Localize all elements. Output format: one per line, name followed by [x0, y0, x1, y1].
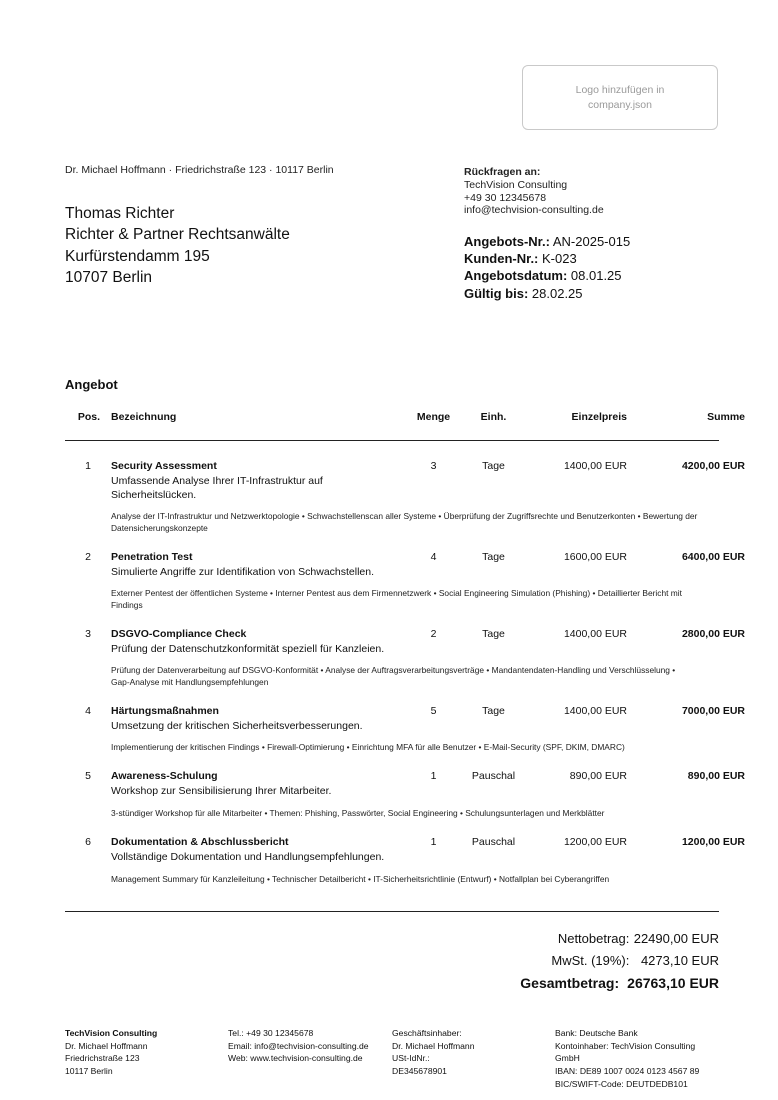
header-qty: Menge	[416, 411, 451, 423]
item-total: 6400,00 EUR	[681, 551, 745, 563]
footer-owner: Dr. Michael Hoffmann	[65, 1040, 148, 1051]
gross-amount: 26763,10 EUR	[627, 975, 719, 991]
header-sum: Summe	[707, 411, 745, 423]
item-description: Umfassende Analyse Ihrer IT-Infrastruktur auf Sicherheitslücken.	[111, 475, 323, 501]
item-unit-price: 890,00 EUR	[569, 770, 627, 782]
offer-number-row	[464, 233, 630, 250]
valid-until-row	[464, 285, 630, 302]
footer-contact	[228, 1027, 388, 1065]
recipient-street: Kurfürstendamm 195	[65, 247, 210, 265]
contact-phone: +49 30 12345678	[464, 191, 547, 204]
contact-block	[464, 166, 604, 217]
footer-city: 10117 Berlin	[65, 1066, 113, 1077]
item-pos: 2	[85, 551, 91, 563]
item-total: 4200,00 EUR	[681, 460, 745, 472]
item-pos: 5	[85, 770, 91, 782]
offer-date-row	[464, 267, 630, 284]
item-quantity: 1	[430, 770, 437, 782]
footer-bank-name: Bank: Deutsche Bank	[555, 1028, 638, 1038]
vat-amount: 4273,10 EUR	[640, 953, 719, 968]
footer-account-holder: Kontoinhaber: TechVision Consulting GmbH	[555, 1040, 696, 1064]
item-details: Externer Pentest der öffentlichen Systeme • Interner Pentest aus dem Firmennetzwerk • Social Engineering Simulation (Phishing) • Detaillierter Bericht mit Findings	[111, 588, 682, 610]
item-name: Härtungsmaßnahmen	[111, 705, 219, 717]
footer-iban: IBAN: DE89 1007 0024 0123 4567 89	[555, 1066, 700, 1077]
offer-date: 08.01.25	[570, 268, 622, 284]
document-title: Angebot	[65, 377, 118, 392]
item-name: Awareness-Schulung	[111, 770, 218, 782]
table-footer-divider	[65, 911, 719, 912]
footer-vat-id: DE345678901	[392, 1066, 447, 1077]
gross-amount-label: Gesamtbetrag:	[520, 975, 620, 991]
footer-bic: BIC/SWIFT-Code: DEUTDEDB101	[555, 1078, 688, 1089]
customer-number-label: Kunden-Nr.:	[464, 251, 539, 267]
footer-web: Web: www.techvision-consulting.de	[228, 1053, 363, 1064]
recipient-city: 10707 Berlin	[65, 268, 153, 286]
logo-placeholder-text: Logo hinzufügen in company.json	[575, 83, 665, 111]
header-unit: Einh.	[480, 411, 507, 423]
contact-heading: Rückfragen an:	[464, 166, 541, 178]
item-pos: 3	[85, 628, 91, 640]
item-total: 7000,00 EUR	[681, 705, 745, 717]
item-unit: Tage	[482, 551, 505, 563]
item-description: Workshop zur Sensibilisierung Ihrer Mitarbeiter.	[111, 785, 332, 797]
item-unit: Pauschal	[471, 836, 516, 848]
item-name: DSGVO-Compliance Check	[111, 628, 247, 640]
item-quantity: 2	[430, 628, 437, 640]
item-total: 1200,00 EUR	[681, 836, 745, 848]
contact-company: TechVision Consulting	[464, 178, 568, 191]
footer-bank	[555, 1027, 718, 1091]
item-unit: Tage	[482, 628, 505, 640]
item-pos: 6	[85, 836, 91, 848]
offer-meta	[464, 233, 630, 302]
footer-phone: Tel.: +49 30 12345678	[228, 1028, 314, 1038]
contact-email: info@techvision-consulting.de	[464, 204, 604, 217]
customer-number-row	[464, 250, 630, 267]
item-name: Security Assessment	[111, 460, 217, 472]
item-name: Dokumentation & Abschlussbericht	[111, 836, 289, 848]
footer-legal	[392, 1027, 542, 1078]
header-name: Bezeichnung	[111, 411, 177, 423]
item-unit-price: 1400,00 EUR	[563, 705, 627, 717]
recipient-company: Richter & Partner Rechtsanwälte	[65, 226, 290, 244]
item-description: Simulierte Angriffe zur Identifikation von Schwachstellen.	[111, 566, 375, 578]
item-details: Analyse der IT-Infrastruktur und Netzwerktopologie • Schwachstellenscan aller Systeme • Überprüfung der Zugriffsrechte und Benutzerkonten • Bewertung der Datensicherungskonzepte	[111, 511, 698, 533]
item-unit: Tage	[482, 705, 505, 717]
item-unit-price: 1200,00 EUR	[563, 836, 627, 848]
item-unit-price: 1400,00 EUR	[563, 628, 627, 640]
vat-row	[551, 953, 719, 968]
item-details: Implementierung der kritischen Findings • Firewall-Optimierung • Einrichtung MFA für alle Benutzer • E-Mail-Security (SPF, DKIM, DMARC)	[111, 742, 625, 752]
item-details: Prüfung der Datenverarbeitung auf DSGVO-Konformität • Analyse der Auftragsverarbeitungsverträge • Mandantendaten-Handling und Verschlüsselung • Gap-Analyse mit Handlungsempfehlungen	[111, 665, 676, 687]
vat-label: MwSt. (19%):	[551, 953, 630, 968]
footer-street: Friedrichstraße 123	[65, 1053, 140, 1064]
item-details: Management Summary für Kanzleileitung • Technischer Detailbericht • IT-Sicherheitsrichtlinie (Entwurf) • Notfallplan bei Cyberangriffen	[111, 874, 610, 884]
footer-company	[65, 1027, 215, 1078]
footer-vat-id-label: USt-IdNr.:	[392, 1053, 430, 1064]
item-unit-price: 1400,00 EUR	[563, 460, 627, 472]
net-amount-label: Nettobetrag:	[557, 931, 630, 946]
item-pos: 4	[85, 705, 91, 717]
item-unit: Tage	[482, 460, 505, 472]
header-pos: Pos.	[77, 411, 100, 423]
item-unit: Pauschal	[471, 770, 516, 782]
customer-number: K-023	[542, 251, 577, 267]
valid-until-label: Gültig bis:	[464, 285, 529, 301]
item-quantity: 4	[430, 551, 437, 563]
item-total: 2800,00 EUR	[681, 628, 745, 640]
item-quantity: 3	[430, 460, 437, 472]
offer-date-label: Angebotsdatum:	[464, 268, 568, 284]
valid-until: 28.02.25	[531, 285, 583, 301]
item-name: Penetration Test	[111, 551, 193, 563]
table-header-divider	[65, 440, 719, 441]
item-details: 3-stündiger Workshop für alle Mitarbeiter • Themen: Phishing, Passwörter, Social Engineering • Schulungsunterlagen und Merkblätter	[111, 808, 605, 818]
item-unit-price: 1600,00 EUR	[563, 551, 627, 563]
item-quantity: 1	[430, 836, 437, 848]
gross-amount-row	[520, 975, 719, 991]
logo-placeholder	[522, 65, 718, 130]
item-pos: 1	[85, 460, 91, 472]
header-price: Einzelpreis	[571, 411, 627, 423]
footer-owner-name: Dr. Michael Hoffmann	[392, 1040, 475, 1051]
sender-line: Dr. Michael Hoffmann · Friedrichstraße 123 · 10117 Berlin	[65, 164, 334, 176]
footer-owner-label: Geschäftsinhaber:	[392, 1028, 462, 1038]
offer-number-label: Angebots-Nr.:	[464, 234, 550, 249]
net-amount: 22490,00 EUR	[633, 931, 719, 946]
item-description: Vollständige Dokumentation und Handlungsempfehlungen.	[111, 851, 385, 863]
footer-email: Email: info@techvision-consulting.de	[228, 1040, 369, 1051]
footer-company-name: TechVision Consulting	[65, 1028, 158, 1038]
item-quantity: 5	[430, 705, 437, 717]
item-description: Prüfung der Datenschutzkonformität speziell für Kanzleien.	[111, 643, 385, 655]
item-description: Umsetzung der kritischen Sicherheitsverbesserungen.	[111, 720, 363, 732]
recipient-name: Thomas Richter	[65, 205, 175, 222]
recipient-address	[65, 203, 290, 288]
item-total: 890,00 EUR	[687, 770, 745, 782]
net-amount-row	[558, 931, 719, 946]
offer-number: AN-2025-015	[552, 234, 631, 249]
